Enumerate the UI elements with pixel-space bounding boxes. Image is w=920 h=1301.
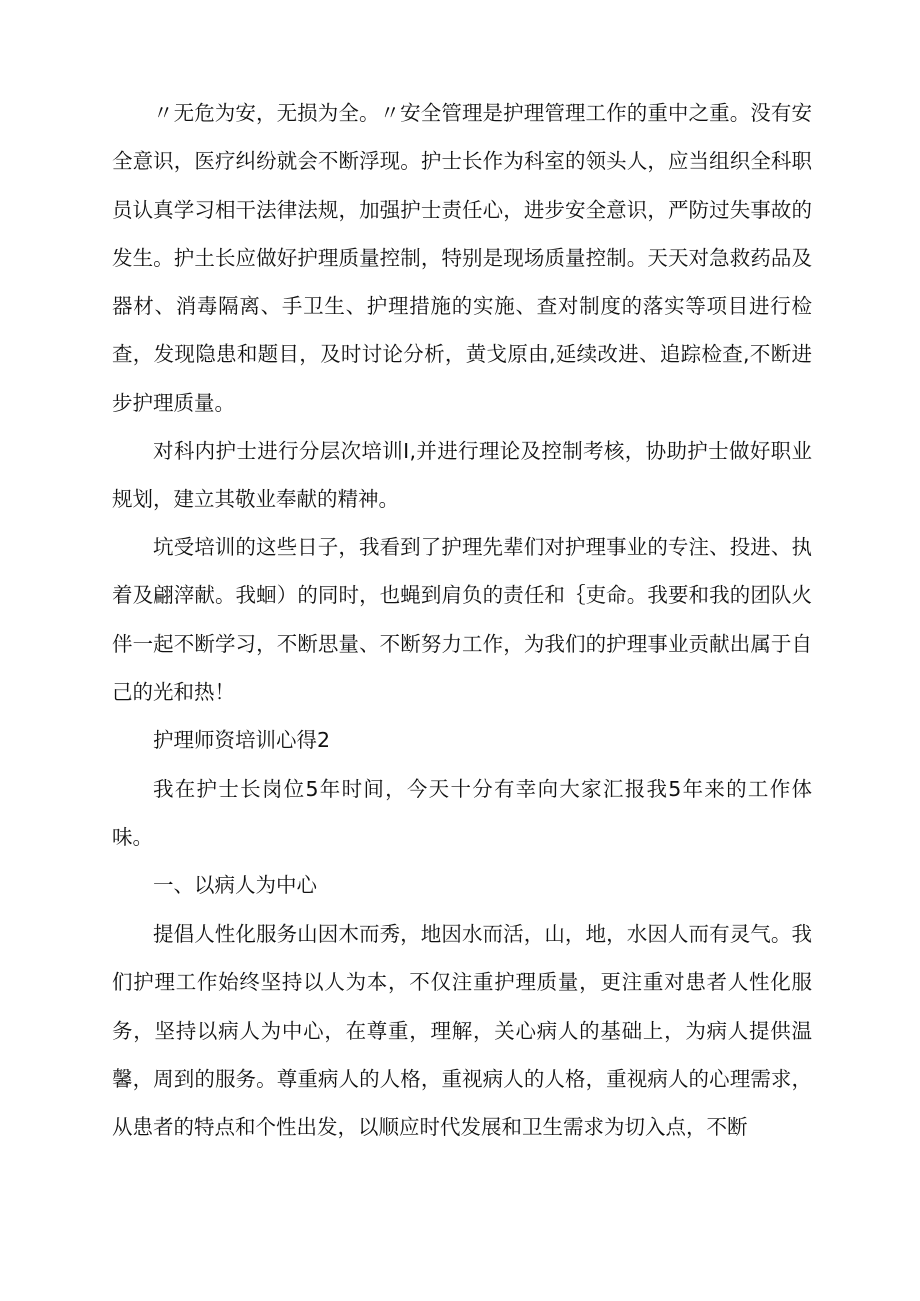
paragraph-humanized-service: 提倡人性化服务山因木而秀，地因水而活，山，地，水因人而有灵气。我们护理工作始终坚持以人为本，不仅注重护理质量，更注重对患者人性化服务，坚持以病人为中心，在尊重，理解，关心病人的基础上，为病人提供温馨，周到的服务。尊重病人的人格，重视病人的人格，重视病人的心理需求，从患者的特点和个性出发，以顺应时代发展和卫生需求为切入点，不断 [112, 922, 812, 1140]
section-heading-patient-centered: 一、以病人为中心 [153, 873, 317, 897]
paragraph-tiered-training: 对科内护士进行分层次培训Ⅰ,并进行理论及控制考核，协助护士做好职业规划，建立其敬业奉献的精神。 [112, 439, 812, 512]
paragraph-safety-management: 〃无危为安，无损为全。〃安全管理是护理管理工作的重中之重。没有安全意识，医疗纠纷就会不断浮现。护士长作为科室的领头人，应当组织全科职员认真学习相干法律法规，加强护士责任心，进步安全意识，严防过失事故的发生。护土长应做好护理质量控制，特别是现场质量控制。天天对急救药品及器材、消毒隔离、手卫生、护理措施的实施、查对制度的落实等项目进行检查，发现隐患和题目，及时讨论分析，黄戈原由,延续改进、追踪检查,不断进步护理质量。 [112, 101, 812, 415]
section-title-training-notes-2: 护理师资培训心得2 [153, 728, 331, 752]
paragraph-five-years: 我在护士长岗位5年时间，今天十分有幸向大家汇报我5年来的工作体味。 [112, 777, 812, 850]
paragraph-training-reflection: 坑受培训的这些日子，我看到了护理先辈们对护理事业的专注、投进、执着及翩滓献。我蛔）的同时，也蝇到肩负的责任和｛吏命。我要和我的团队火伴一起不断学习，不断思量、不断努力工作，为我们的护理事业贡献出属于自己的光和热！ [112, 535, 812, 704]
